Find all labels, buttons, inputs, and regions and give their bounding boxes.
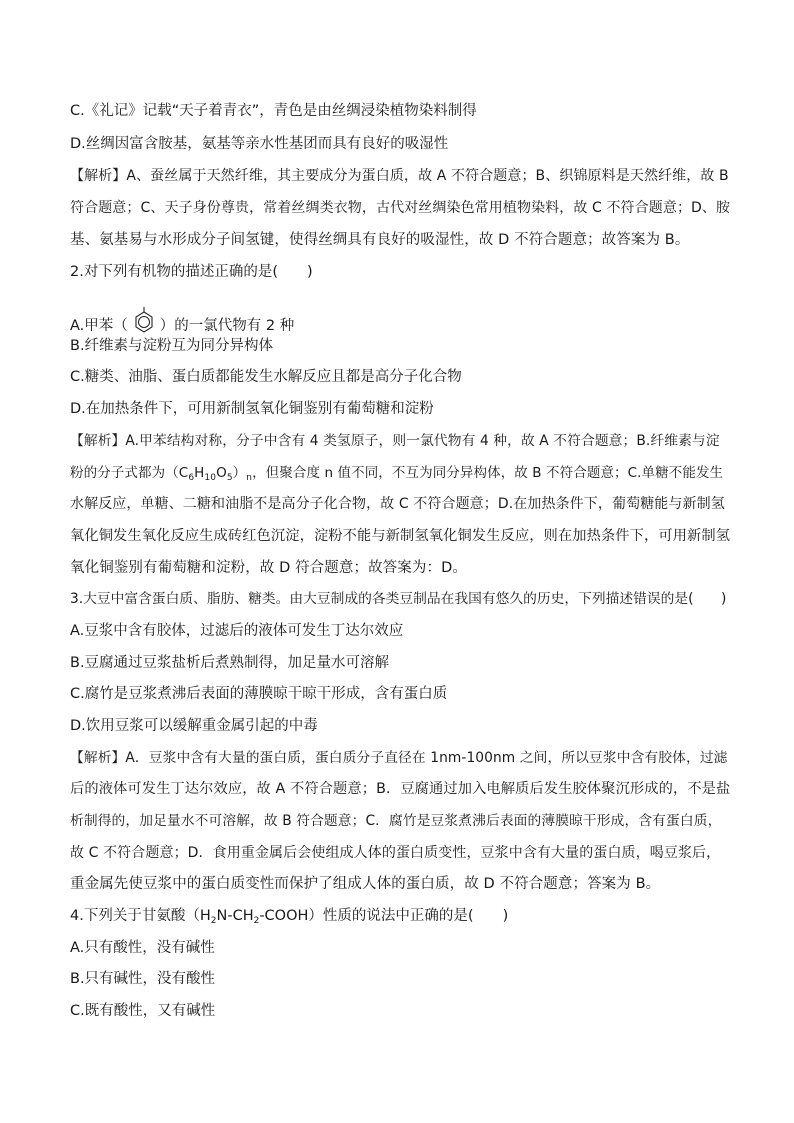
q1-analysis-line-2: 符合题意；C、天子身份尊贵，常着丝绸类衣物，古代对丝绸染色常用植物染料，故 C 不符合题意；D、胺: [70, 200, 731, 216]
q1-analysis-line-1: 【解析】A、蚕丝属于天然纤维，其主要成分为蛋白质，故 A 不符合题意；B、织锦原料是天然纤维，故 B: [70, 168, 729, 184]
q3-analysis-line-3: 析制得的，加足量水不可溶解，故 B 符合题意；C．腐竹是豆浆煮沸后表面的薄膜晾干形成，含有蛋白质，: [70, 813, 722, 829]
q3-analysis-line-2: 后的液体可发生丁达尔效应，故 A 不符合题意；B．豆腐通过加入电解质后发生胶体聚沉形成的，不是盐: [70, 781, 731, 797]
q4-stem-suffix: -COOH）性质的说法中正确的是( ): [259, 908, 509, 924]
q2-sub-n: n: [246, 473, 253, 483]
q2-sub-5: 5: [226, 473, 233, 483]
q2-option-c: C.糖类、油脂、蛋白质都能发生水解反应且都是高分子化合物: [70, 369, 462, 385]
q2-sub-10: 10: [204, 473, 217, 483]
q2-sub-6: 6: [188, 473, 195, 483]
q3-analysis-line-1: 【解析】A．豆浆中含有大量的蛋白质，蛋白质分子直径在 1nm-100nm 之间，所以豆浆中含有胶体，过滤: [70, 750, 728, 766]
q2-option-a: [70, 306, 295, 334]
q4-option-c: C.既有酸性，又有碱性: [70, 1003, 216, 1019]
q2-analysis-line-4: 氧化铜发生氧化反应生成砖红色沉淀，淀粉不能与新制氢氧化铜发生反应，则在加热条件下，可用新制氢: [70, 528, 731, 544]
q4-stem-prefix: 4.下列关于甘氨酸（H: [70, 908, 211, 924]
q2-formula-h: H: [194, 465, 205, 481]
q4-option-a: A.只有酸性，没有碱性: [70, 940, 215, 956]
q2-analysis-line-5: 氧化铜鉴别有葡萄糖和淀粉，故 D 符合题意；故答案为：D。: [70, 560, 467, 576]
q2-analysis-line-2: [70, 463, 723, 483]
q3-option-a: A.豆浆中含有胶体，过滤后的液体可发生丁达尔效应: [70, 623, 404, 639]
q2-formula-o: O: [216, 465, 227, 481]
q1-option-d: D.丝绸因富含胺基，氨基等亲水性基团而具有良好的吸湿性: [70, 136, 449, 152]
q2-option-d: D.在加热条件下，可用新制氢氧化铜鉴别有葡萄糖和淀粉: [70, 401, 434, 417]
q2-option-a-suffix: ）的一氯代物有 2 种: [159, 318, 295, 334]
q3-option-b: B.豆腐通过豆浆盐析后煮熟制得，加足量水可溶解: [70, 655, 390, 671]
q4-sub-2b: 2: [253, 916, 260, 926]
q4-stem-mid: N-CH: [216, 908, 254, 924]
q1-analysis-line-3: 基、氨基易与水形成分子间氢键，使得丝绸具有良好的吸湿性，故 D 不符合题意；故答案为 B。: [70, 232, 690, 248]
toluene-structure-icon: [129, 306, 159, 336]
q3-option-c: C.腐竹是豆浆煮沸后表面的薄膜晾干晾干形成，含有蛋白质: [70, 686, 448, 702]
q2-formula-suffix: ，但聚合度 n 值不同，不互为同分异构体，故 B 不符合题意；C.单糖不能发生: [252, 465, 724, 481]
q2-stem: 2.对下列有机物的描述正确的是( ): [70, 264, 313, 280]
q3-stem: 3.大豆中富含蛋白质、脂肪、糖类。由大豆制成的各类豆制品在我国有悠久的历史，下列描述错误的是( ): [70, 591, 727, 607]
q2-option-b: B.纤维素与淀粉互为同分异构体: [70, 338, 274, 354]
q4-stem: [70, 906, 508, 926]
q3-analysis-line-4: 故 C 不符合题意；D．食用重金属后会使组成人体的蛋白质变性，豆浆中含有大量的蛋白质，喝豆浆后，: [70, 845, 721, 861]
q1-option-c: C.《礼记》记载“天子着青衣”，青色是由丝绸浸染植物染料制得: [70, 103, 477, 119]
q4-option-b: B.只有碱性，没有酸性: [70, 971, 216, 987]
q2-option-a-prefix: A.甲苯（: [70, 318, 128, 334]
q2-analysis-line-3: 水解反应，单糖、二糖和油脂不是高分子化合物，故 C 不符合题意；D.在加热条件下，葡萄糖能与新制氢: [70, 496, 725, 512]
q2-formula-close: ）: [232, 465, 247, 481]
q3-analysis-line-5: 重金属先使豆浆中的蛋白质变性而保护了组成人体的蛋白质，故 D 不符合题意；答案为 B。: [70, 876, 661, 892]
q3-option-d: D.饮用豆浆可以缓解重金属引起的中毒: [70, 718, 318, 734]
q2-analysis-line-1: 【解析】A.甲苯结构对称，分子中含有 4 类氢原子，则一氯代物有 4 种，故 A 不符合题意；B.纤维素与淀: [70, 433, 720, 449]
q4-sub-2a: 2: [210, 916, 217, 926]
q2-formula-prefix: 粉的分子式都为（C: [70, 465, 189, 481]
